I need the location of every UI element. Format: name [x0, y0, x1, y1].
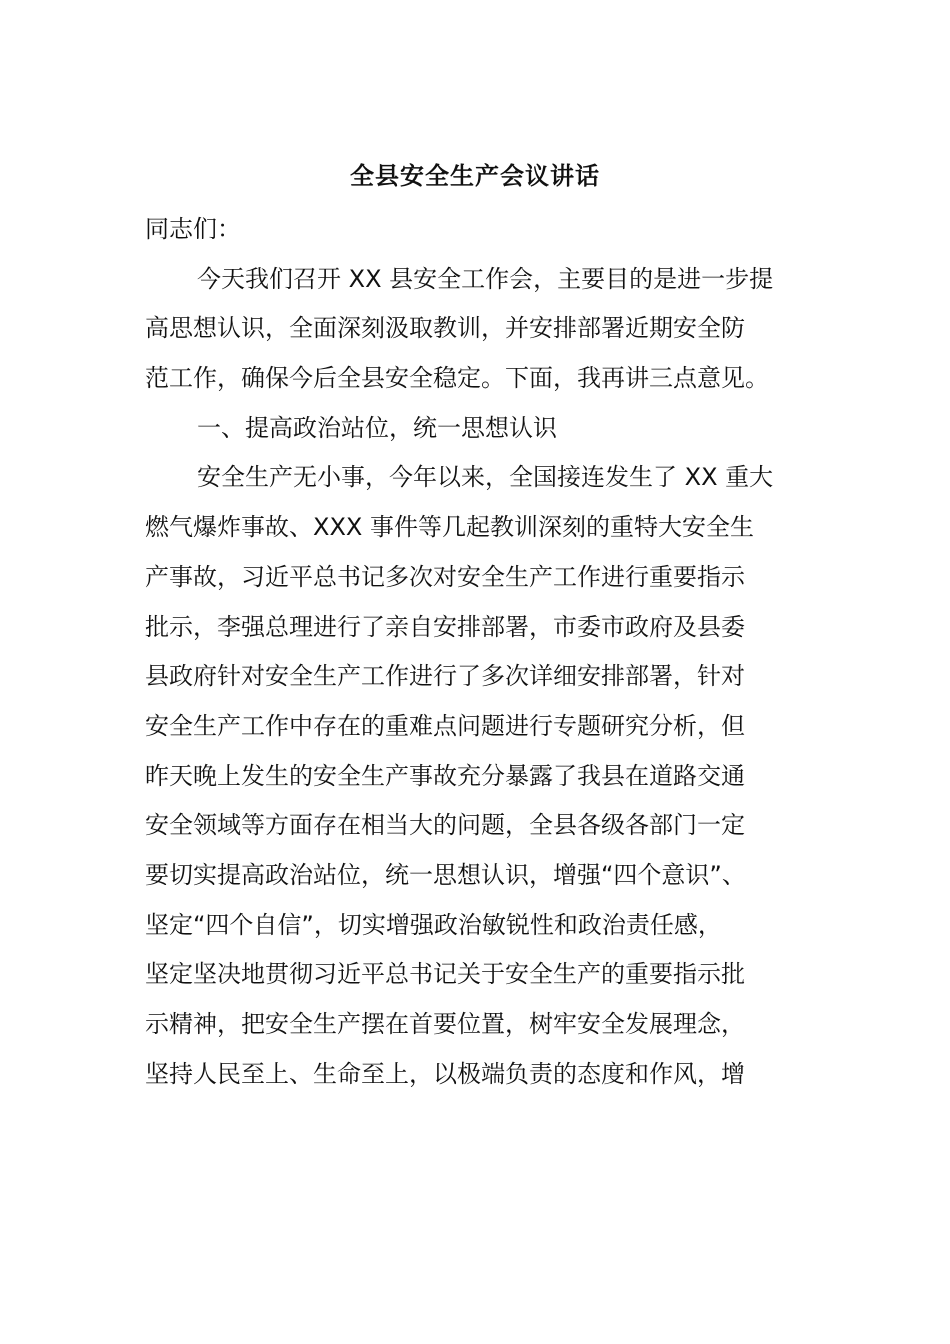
paragraph-line: 示精神，把安全生产摆在首要位置，树牢安全发展理念， — [145, 1010, 745, 1038]
paragraph-line: 要切实提高政治站位，统一思想认识，增强“四个意识”、 — [145, 860, 746, 889]
paragraph-line: 高思想认识，全面深刻汲取教训，并安排部署近期安全防 — [145, 314, 745, 343]
paragraph-line: 昨天晚上发生的安全生产事故充分暴露了我县在道路交通 — [145, 761, 745, 790]
paragraph-line: 产事故，习近平总书记多次对安全生产工作进行重要指示 — [145, 562, 745, 591]
paragraph-line: 批示，李强总理进行了亲自安排部署，市委市政府及县委 — [145, 612, 745, 641]
paragraph-line: 安全领域等方面存在相当大的问题，全县各级各部门一定 — [145, 811, 745, 840]
paragraph-line: 县政府针对安全生产工作进行了多次详细安排部署，针对 — [145, 662, 745, 691]
paragraph-line: 安全生产无小事，今年以来，全国接连发生了 XX 重大 — [197, 463, 774, 492]
paragraph-line: 安全生产工作中存在的重难点问题进行专题研究分析，但 — [145, 711, 745, 740]
paragraph-line: 范工作，确保今后全县安全稳定。下面，我再讲三点意见。 — [145, 364, 769, 393]
paragraph-line: 坚定“四个自信”，切实增强政治敏锐性和政治责任感， — [145, 910, 722, 939]
paragraph-line: 坚定坚决地贯彻习近平总书记关于安全生产的重要指示批 — [145, 960, 745, 989]
document-body — [145, 205, 825, 1099]
salutation-line: 同志们： — [145, 215, 241, 243]
section-heading: 一、提高政治站位，统一思想认识 — [197, 413, 557, 442]
paragraph-line: 燃气爆炸事故、XXX 事件等几起教训深刻的重特大安全生 — [145, 513, 754, 542]
paragraph-line: 坚持人民至上、生命至上，以极端负责的态度和作风，增 — [145, 1059, 745, 1088]
document-title: 全县安全生产会议讲话 — [350, 162, 600, 190]
paragraph-line: 今天我们召开 XX 县安全工作会，主要目的是进一步提 — [197, 264, 774, 293]
